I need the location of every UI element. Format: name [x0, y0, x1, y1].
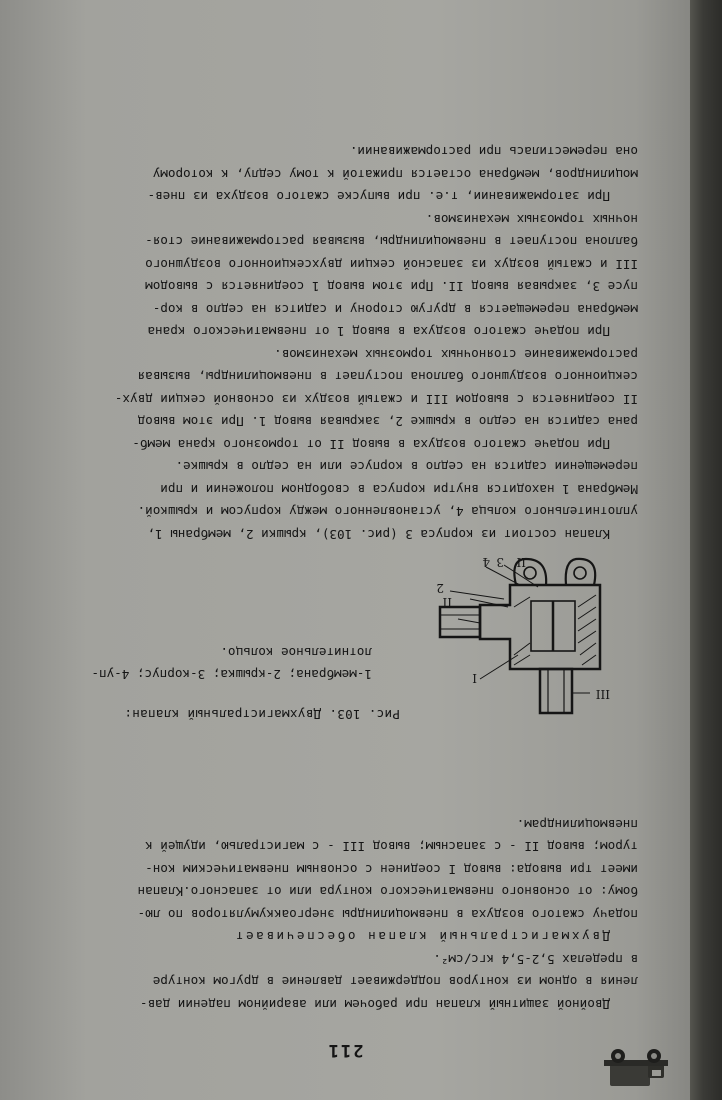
text-line: Двойной защитный клапан при рабочем или аварийном падении дав-: [139, 997, 610, 1012]
label-part-2: 2: [436, 581, 444, 595]
text-line: Двухмагистральный клапан обеспечивает: [233, 929, 610, 945]
text-line: подачу сжатого воздуха в пневмоцилиндры энергоаккумуляторов по лю-: [137, 907, 638, 922]
label-outlet-2: II: [516, 555, 526, 569]
text-line: растормаживание стояночных тормозных механизмов.: [274, 347, 638, 362]
text-line: перемещении садится на седло в корпусе или на седло в крышке.: [175, 459, 638, 475]
figure-legend-line: лотнительное кольцо.: [220, 645, 372, 660]
text-line: пусе 3, закрывая вывод II. При этом вывод 1 соединяется с выводом: [145, 279, 638, 295]
text-line: бому: от основного пневматического контура или от запасного.Клапан: [137, 884, 638, 900]
text-line: в пределах 5,2-5,4 кгс/см².: [433, 952, 638, 967]
label-outlet-3: III: [595, 687, 610, 701]
text-line: ночных тормозных механизмов.: [425, 212, 638, 227]
label-outlet-2-side: II: [442, 595, 452, 609]
text-line: рана садится на седло в крышке 2, закрывая вывод 1. При этом вывод: [137, 414, 638, 430]
label-outlet-1: I: [472, 671, 477, 685]
figure-caption: [40, 641, 400, 725]
text-line: моцилиндров, мембрана остается прижатой к тому седлу, к которому: [152, 167, 638, 182]
text-line: Клапан состоит из корпуса 3 (рис. 103), крышки 2, мембраны 1,: [147, 527, 610, 542]
text-line: имеет три вывода: вывод I соединен с основным пневматическим кон-: [145, 862, 638, 877]
figure-legend-line: 1-мембрана; 2-крышка; 3-корпус; 4-уп-: [91, 667, 372, 682]
page-number: 211: [326, 1040, 364, 1060]
text-line: секционного воздушного баллона поступает в пневмоцилиндры, вызывая: [137, 369, 638, 385]
text-line: При подаче сжатого воздуха в вывод 1 от пневматического крана: [147, 324, 610, 340]
text-line: III и сжатый воздух из запасной секции двухсекционного воздушного: [145, 257, 638, 272]
valve-drawing-icon: [430, 555, 630, 735]
label-part-3: 3: [496, 555, 504, 569]
book-binding-edge: [690, 0, 722, 1100]
text-line: При затормаживании, т.е. при выпуске сжатого воздуха из пнев-: [147, 189, 610, 205]
text-line: мембрана перемещается в другую сторону и садится на седло в кор-: [152, 302, 638, 317]
figure-title: Рис. 103. Двухмагистральный клапан:: [124, 707, 400, 722]
valve-figure: [430, 555, 630, 735]
text-line: туром; вывод II - с запасным; вывод III - с магистралью, идущей к: [145, 839, 638, 855]
text-line: Мембрана 1 находится внутри корпуса в свободном положении и при: [160, 482, 638, 497]
text-line: II соединяется с выводом III и сжатый воздух из основной секции двух-: [114, 392, 638, 407]
text-line: ления в одном из контуров поддерживает давление в другом контуре: [152, 974, 638, 990]
text-block-bottom: [28, 140, 638, 545]
text-line: При подаче сжатого воздуха в вывод II от тормозного крана мемб-: [132, 437, 610, 452]
text-line: она переместилась при растормаживании.: [349, 144, 638, 160]
text-line: пневмоцилиндрам.: [516, 817, 638, 832]
label-part-4: 4: [482, 555, 490, 569]
text-line: уплотнительного кольца 4, установленного между корпусом и крышкой.: [137, 504, 638, 520]
text-line: баллона поступает в пневмоцилиндры, вызывая растормаживание стоя-: [145, 234, 638, 250]
text-block-top: [28, 813, 638, 1016]
